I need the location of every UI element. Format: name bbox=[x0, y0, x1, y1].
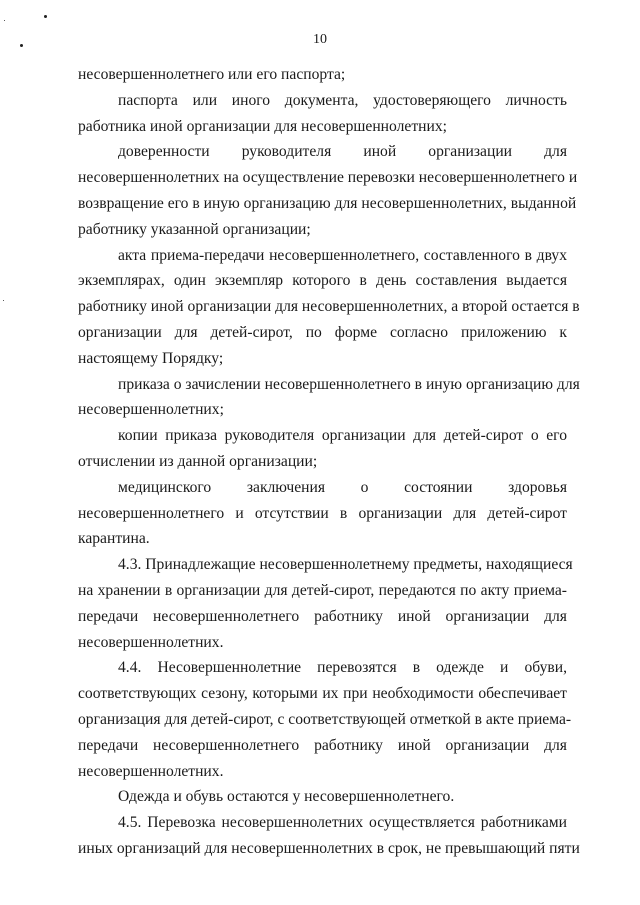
text-line: доверенности руководителя иной организации для bbox=[118, 143, 567, 161]
text-line: карантина. bbox=[78, 530, 150, 548]
text-line: медицинского заключения о состоянии здоровья bbox=[118, 478, 567, 496]
page-number: 10 bbox=[313, 32, 327, 47]
text-line: соответствующих сезону, которыми их при необходимости обеспечивает bbox=[78, 685, 567, 703]
text-line: иных организаций для несовершеннолетних в срок, не превышающий пяти bbox=[78, 839, 580, 857]
text-line: 4.3. Принадлежащие несовершеннолетнему предметы, находящиеся bbox=[118, 556, 573, 574]
scan-speck bbox=[44, 15, 47, 18]
text-line: возвращение его в иную организацию для несовершеннолетних, выданной bbox=[78, 194, 577, 212]
text-line: Одежда и обувь остаются у несовершеннолетнего. bbox=[118, 788, 455, 806]
text-line: работника иной организации для несовершеннолетних; bbox=[78, 117, 447, 135]
text-line: на хранении в организации для детей-сирот, передаются по акту приема- bbox=[78, 581, 567, 599]
text-line: несовершеннолетних; bbox=[78, 401, 224, 419]
text-line: копии приказа руководителя организации для детей-сирот о его bbox=[118, 427, 567, 445]
text-line: 4.4. Несовершеннолетние перевозятся в одежде и обуви, bbox=[118, 659, 567, 677]
text-line: несовершеннолетнего или его паспорта; bbox=[78, 66, 346, 83]
text-line: несовершеннолетнего и отсутствии в организации для детей-сирот bbox=[78, 504, 567, 522]
text-line: приказа о зачислении несовершеннолетнего в иную организацию для bbox=[118, 375, 580, 393]
text-line: несовершеннолетних. bbox=[78, 762, 224, 780]
scan-speck bbox=[4, 20, 5, 21]
text-line: работнику иной организации для несовершеннолетних, а второй остается в bbox=[78, 298, 580, 316]
text-line: организации для детей-сирот, по форме согласно приложению к bbox=[78, 323, 567, 341]
text-line: акта приема-передачи несовершеннолетнего, составленного в двух bbox=[118, 246, 567, 264]
text-line: несовершеннолетних. bbox=[78, 633, 224, 651]
text-line: работнику указанной организации; bbox=[78, 220, 311, 238]
text-line: настоящему Порядку; bbox=[78, 349, 224, 367]
text-line: отчислении из данной организации; bbox=[78, 452, 318, 470]
text-line: передачи несовершеннолетнего работнику иной организации для bbox=[78, 607, 567, 625]
scan-speck bbox=[3, 300, 4, 301]
text-line: организация для детей-сирот, с соответствующей отметкой в акте приема- bbox=[78, 710, 572, 728]
body-text bbox=[78, 62, 580, 862]
text-line: паспорта или иного документа, удостоверяющего личность bbox=[118, 91, 567, 109]
text-line: передачи несовершеннолетнего работнику иной организации для bbox=[78, 736, 567, 754]
text-line: несовершеннолетних на осуществление перевозки несовершеннолетнего и bbox=[78, 169, 578, 187]
text-line: 4.5. Перевозка несовершеннолетних осуществляется работниками bbox=[118, 814, 567, 832]
text-line: экземплярах, один экземпляр которого в день составления выдается bbox=[78, 272, 567, 290]
